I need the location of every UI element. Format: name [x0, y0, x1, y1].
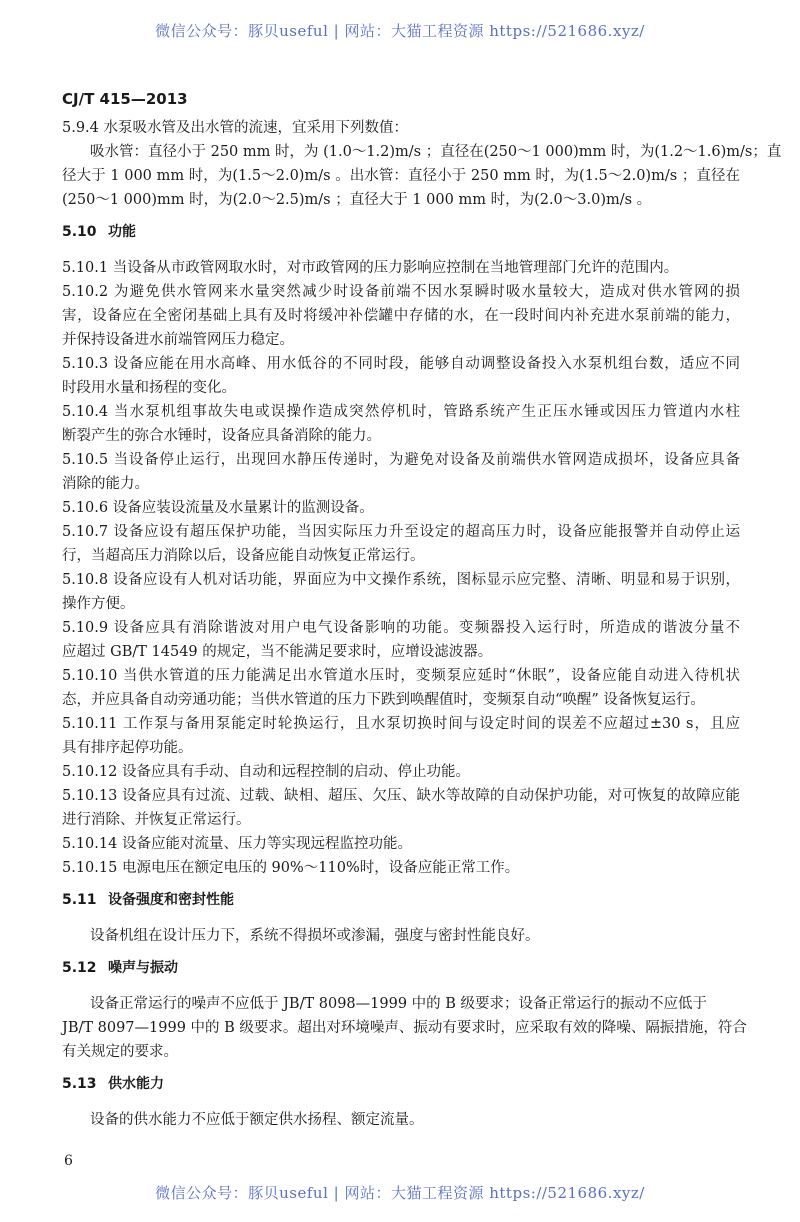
text-line: 害，设备应在全密闭基础上具有及时将缓冲补偿罐中存储的水，在一段时间内补充进水泵前端的能力， — [62, 308, 740, 324]
paragraph — [62, 924, 740, 948]
text-line: 5.10.8 设备应设有人机对话功能，界面应为中文操作系统，图标显示应完整、清晰、明显和易于识别， — [62, 572, 740, 588]
text-line: 操作方便。 — [62, 596, 135, 612]
text-line: 设备机组在设计压力下，系统不得损坏或渗漏，强度与密封性能良好。 — [90, 928, 540, 944]
paragraph — [62, 496, 740, 520]
paragraph — [62, 280, 740, 352]
text-line: 5.10.14 设备应能对流量、压力等实现远程监控功能。 — [62, 836, 412, 852]
text-line: 具有排序起停功能。 — [62, 740, 193, 756]
text-line: 5.10.1 当设备从市政管网取水时，对市政管网的压力影响应控制在当地管理部门允许的范围内。 — [62, 260, 679, 276]
watermark-footer: 微信公众号：豚贝useful | 网站：大猫工程资源 https://521686.xyz/ — [155, 1184, 645, 1202]
paragraph — [62, 352, 740, 400]
text-line: JB/T 8097—1999 中的 B 级要求。超出对环境噪声、振动有要求时，应采取有效的降噪、隔振措施，符合 — [62, 1020, 747, 1036]
text-line: 5.10.5 当设备停止运行，出现回水静压传递时，为避免对设备及前端供水管网造成损坏，设备应具备 — [62, 452, 740, 468]
section-number: 5.13 — [62, 1076, 97, 1092]
text-line: 行，当超高压力消除以后，设备应能自动恢复正常运行。 — [62, 548, 425, 564]
text-line: 5.10.11 工作泵与备用泵能定时轮换运行，且水泵切换时间与设定时间的误差不应超过±30 s，且应 — [62, 716, 740, 732]
section-title: 噪声与振动 — [108, 960, 178, 976]
section-title: 供水能力 — [108, 1076, 164, 1092]
paragraph — [62, 760, 740, 784]
text-line: 5.10.2 为避免供水管网来水量突然减少时设备前端不因水泵瞬时吸水量较大，造成对供水管网的损 — [62, 284, 740, 300]
text-line: 径大于 1 000 mm 时，为(1.5～2.0)m/s 。出水管：直径小于 250 mm 时，为(1.5～2.0)m/s ；直径在 — [62, 168, 740, 184]
text-line: 时段用水量和扬程的变化。 — [62, 380, 236, 396]
paragraph — [62, 784, 740, 832]
paragraph — [62, 712, 740, 760]
paragraph — [62, 664, 740, 712]
text-line: 5.10.6 设备应装设流量及水量累计的监测设备。 — [62, 500, 374, 516]
standard-id: CJ/T 415—2013 — [62, 90, 188, 108]
paragraph — [62, 992, 740, 1016]
paragraph — [62, 1016, 747, 1064]
text-line: 态，并应具备自动旁通功能；当供水管道的压力下跌到唤醒值时，变频泵自动“唤醒” 设备恢复运行。 — [62, 692, 705, 708]
paragraph — [62, 256, 740, 280]
text-line: 5.10.12 设备应具有手动、自动和远程控制的启动、停止功能。 — [62, 764, 470, 780]
paragraph — [62, 1108, 740, 1132]
text-line: 5.10.13 设备应具有过流、过载、缺相、超压、欠压、缺水等故障的自动保护功能，对可恢复的故障应能 — [62, 788, 740, 804]
paragraph — [62, 520, 740, 568]
text-line: 应超过 GB/T 14549 的规定，当不能满足要求时，应增设滤波器。 — [62, 644, 493, 660]
text-line: 5.10.3 设备应能在用水高峰、用水低谷的不同时段，能够自动调整设备投入水泵机组台数，适应不同 — [62, 356, 740, 372]
text-line: 有关规定的要求。 — [62, 1044, 178, 1060]
paragraph — [62, 832, 740, 856]
section-heading — [62, 888, 740, 912]
section-number: 5.11 — [62, 892, 97, 908]
text-line: 进行消除、并恢复正常运行。 — [62, 812, 251, 828]
text-line: 断裂产生的弥合水锤时，设备应具备消除的能力。 — [62, 428, 381, 444]
section-heading — [62, 1072, 740, 1096]
section-title: 功能 — [108, 224, 136, 240]
paragraph — [62, 856, 740, 880]
text-line: 5.10.7 设备应设有超压保护功能，当因实际压力升至设定的超高压力时，设备应能报警并自动停止运 — [62, 524, 740, 540]
section-heading — [62, 220, 740, 244]
text-line: 设备正常运行的噪声不应低于 JB/T 8098—1999 中的 B 级要求；设备正常运行的振动不应低于 — [90, 996, 708, 1012]
paragraph — [62, 616, 740, 664]
paragraph — [62, 400, 740, 448]
text-line: 5.10.9 设备应具有消除谐波对用户电气设备影响的功能。变频器投入运行时，所造成的谐波分量不 — [62, 620, 740, 636]
section-title: 设备强度和密封性能 — [108, 892, 234, 908]
text-line: 并保持设备进水前端管网压力稳定。 — [62, 332, 294, 348]
text-line: 5.10.15 电源电压在额定电压的 90%～110%时，设备应能正常工作。 — [62, 860, 520, 876]
text-line: 5.9.4 水泵吸水管及出水管的流速，宜采用下列数值： — [62, 120, 409, 136]
paragraph — [62, 116, 740, 140]
paragraph — [62, 140, 782, 212]
document-body — [62, 116, 782, 1132]
section-number: 5.10 — [62, 224, 97, 240]
watermark-header: 微信公众号：豚贝useful | 网站：大猫工程资源 https://521686.xyz/ — [155, 22, 645, 40]
page-number: 6 — [64, 1153, 73, 1169]
section-heading — [62, 956, 740, 980]
text-line: (250～1 000)mm 时，为(2.0～2.5)m/s ；直径大于 1 000 mm 时，为(2.0～3.0)m/s 。 — [62, 192, 652, 208]
text-line: 吸水管：直径小于 250 mm 时，为 (1.0～1.2)m/s ；直径在(250～1 000)mm 时，为(1.2～1.6)m/s；直 — [90, 144, 782, 160]
paragraph — [62, 568, 740, 616]
paragraph — [62, 448, 740, 496]
section-number: 5.12 — [62, 960, 97, 976]
text-line: 5.10.4 当水泵机组事故失电或误操作造成突然停机时，管路系统产生正压水锤或因压力管道内水柱 — [62, 404, 740, 420]
text-line: 5.10.10 当供水管道的压力能满足出水管道水压时，变频泵应延时“休眠”，设备应能自动进入待机状 — [62, 668, 740, 684]
text-line: 设备的供水能力不应低于额定供水扬程、额定流量。 — [90, 1112, 424, 1128]
text-line: 消除的能力。 — [62, 476, 149, 492]
